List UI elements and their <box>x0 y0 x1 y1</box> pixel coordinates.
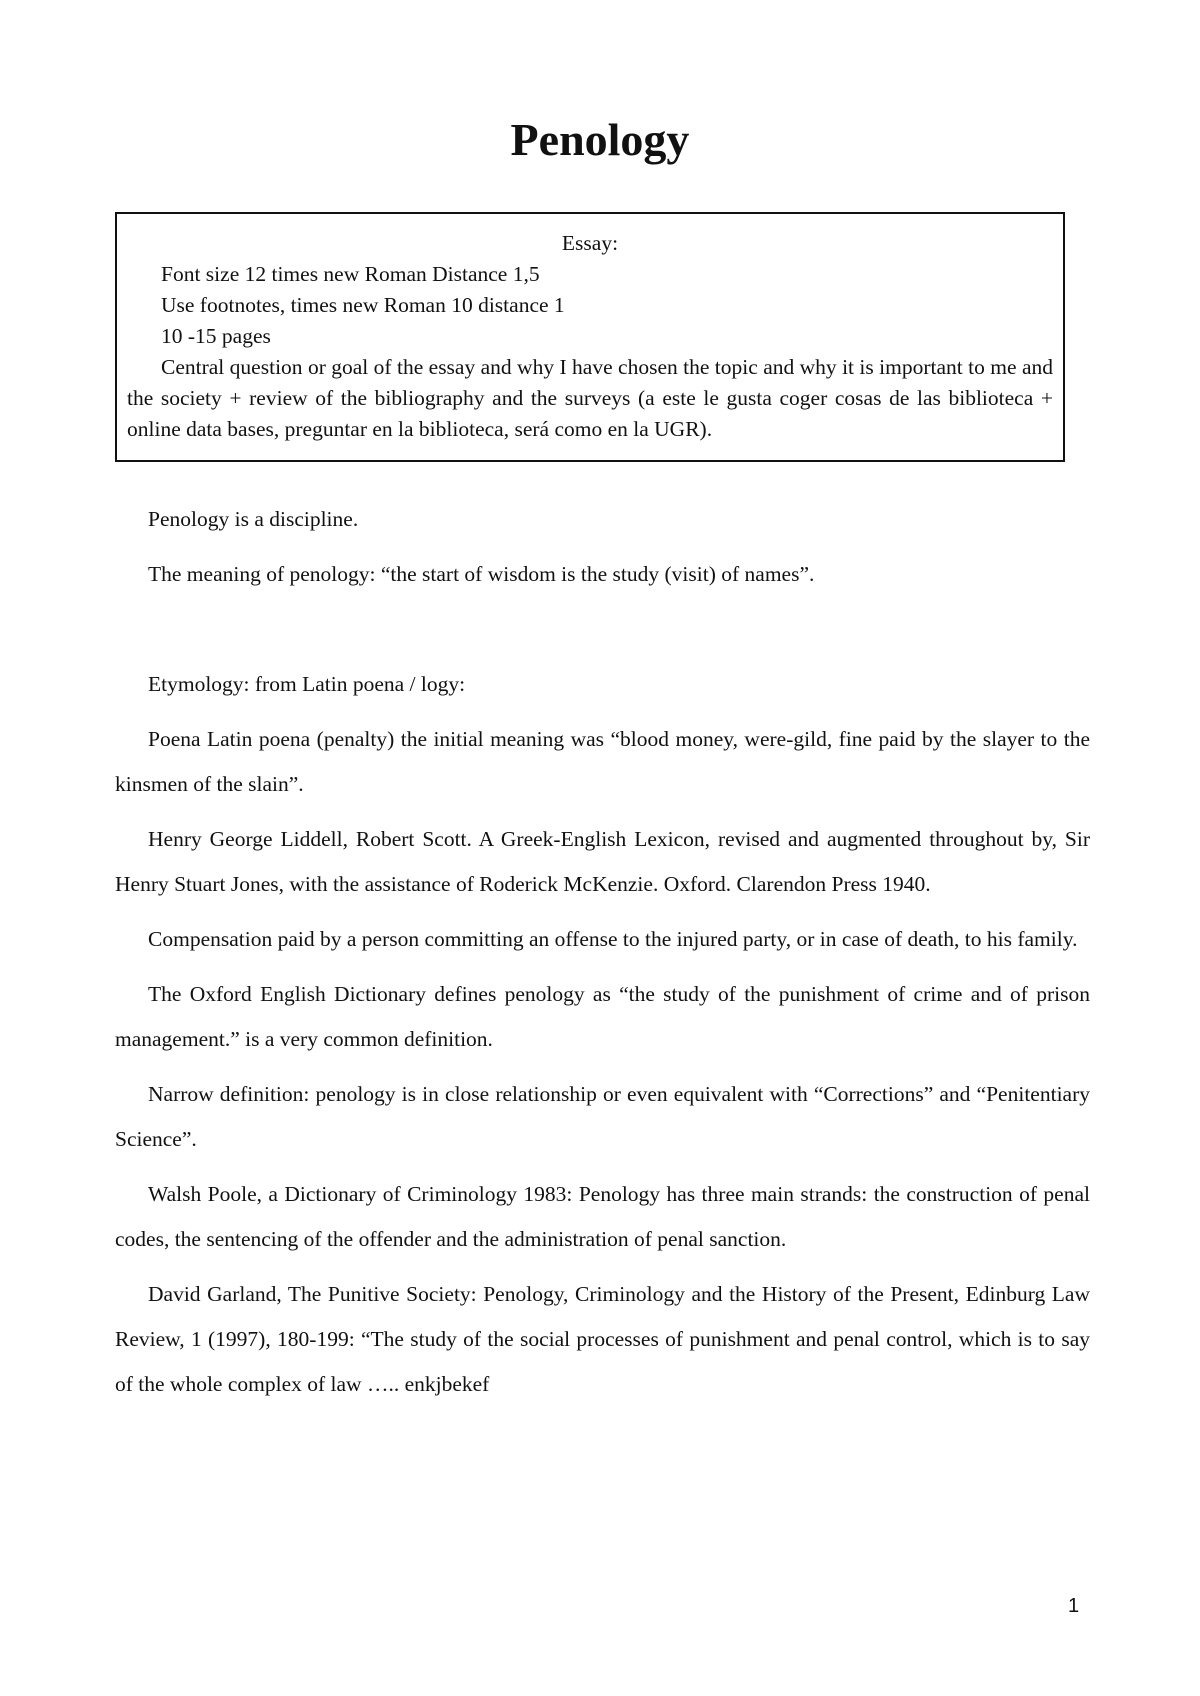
paragraph-poena: Poena Latin poena (penalty) the initial meaning was “blood money, were-gild, fine paid by the slayer to the kinsmen of the slain”. <box>115 727 1090 796</box>
paragraph-compensation: Compensation paid by a person committing an offense to the injured party, or in case of death, to his family. <box>148 927 1078 951</box>
paragraph-lexicon-reference: Henry George Liddell, Robert Scott. A Greek-English Lexicon, revised and augmented throughout by, Sir Henry Stuart Jones, with the assistance of Roderick McKenzie. Oxford. Clarendon Press 1940. <box>115 827 1090 896</box>
paragraph-david-garland: David Garland, The Punitive Society: Penology, Criminology and the History of the Present, Edinburg Law Review, 1 (1997), 180-199: “The study of the social processes of punishment and penal control, which is to say of the whole complex of law ….. enkjbekef <box>115 1282 1090 1396</box>
essay-requirement-central-question: Central question or goal of the essay and why I have chosen the topic and why it is important to me and the society + review of the bibliography and the surveys (a este le gusta coger cosas de las biblioteca + online data bases, preguntar en la biblioteca, será como en la UGR). <box>127 355 1053 441</box>
essay-box-heading: Essay: <box>561 231 619 255</box>
essay-requirement-font: Font size 12 times new Roman Distance 1,5 <box>161 262 540 286</box>
paragraph-walsh-poole: Walsh Poole, a Dictionary of Criminology 1983: Penology has three main strands: the construction of penal codes, the sentencing of the offender and the administration of penal sanction. <box>115 1182 1090 1251</box>
paragraph-etymology: Etymology: from Latin poena / logy: <box>148 672 466 696</box>
page-number: 1 <box>1068 1595 1080 1617</box>
document-body <box>115 497 1090 1417</box>
essay-requirement-footnotes: Use footnotes, times new Roman 10 distance 1 <box>161 293 565 317</box>
paragraph-narrow-definition: Narrow definition: penology is in close relationship or even equivalent with “Corrections” and “Penitentiary Science”. <box>115 1082 1090 1151</box>
document-title: Penology <box>510 114 690 165</box>
paragraph-meaning: The meaning of penology: “the start of wisdom is the study (visit) of names”. <box>148 562 815 586</box>
paragraph-oxford-definition: The Oxford English Dictionary defines penology as “the study of the punishment of crime and of prison management.” is a very common definition. <box>115 982 1090 1051</box>
essay-requirement-pages: 10 -15 pages <box>161 324 271 348</box>
paragraph-discipline: Penology is a discipline. <box>148 507 359 531</box>
essay-requirements-box <box>115 212 1065 462</box>
